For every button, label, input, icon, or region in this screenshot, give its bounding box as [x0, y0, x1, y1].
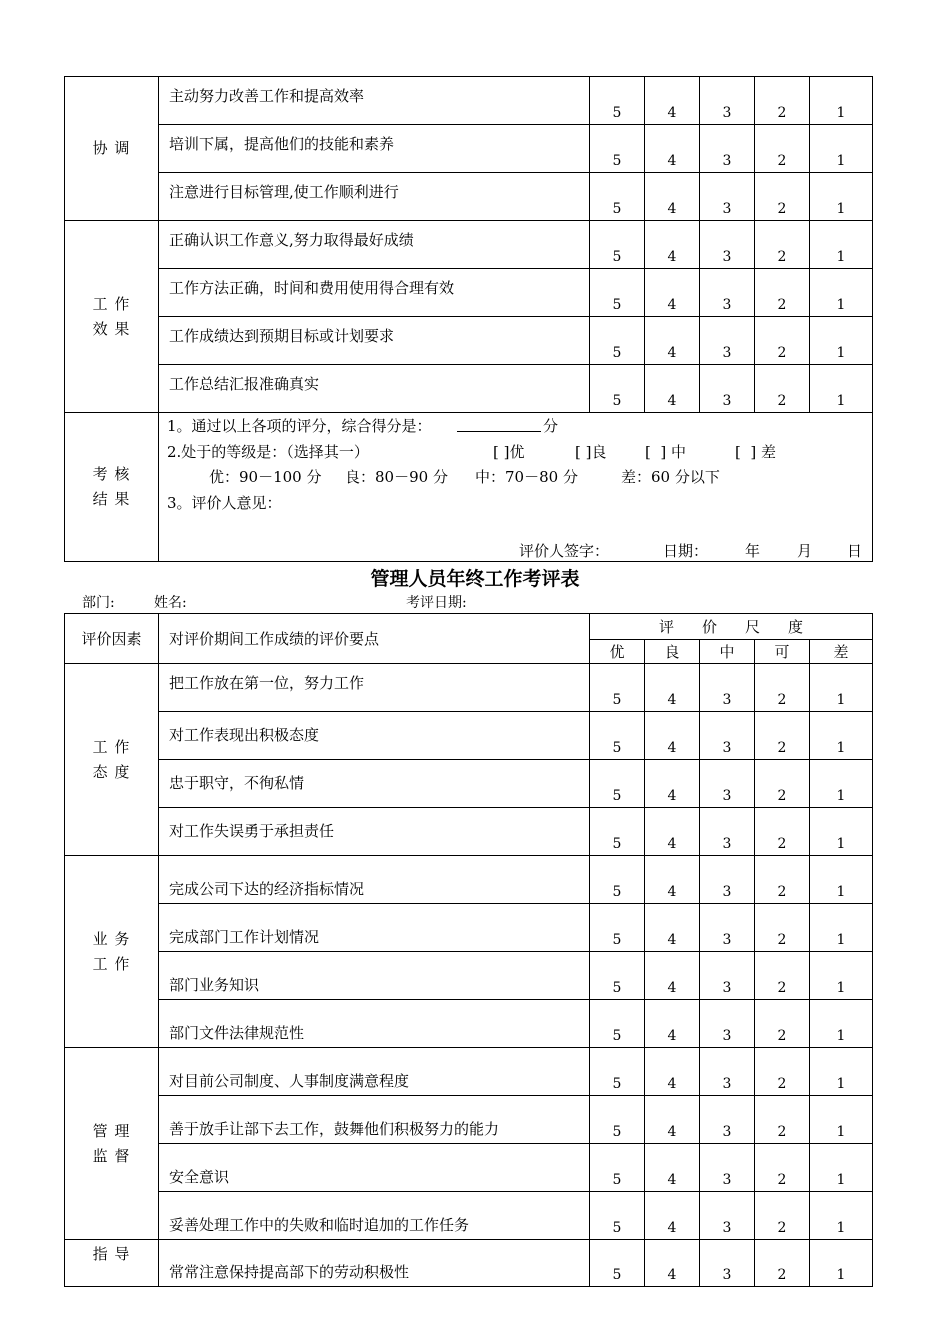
- evaluation-point: 对工作失误勇于承担责任: [159, 808, 590, 856]
- score-value: 5: [590, 952, 645, 1000]
- score-value: 5: [590, 808, 645, 856]
- score-value: 1: [810, 269, 873, 317]
- score-value: 2: [755, 269, 810, 317]
- score-value: 1: [810, 1096, 873, 1144]
- table-row: [65, 952, 873, 1000]
- scale-level: 可: [755, 640, 810, 664]
- score-value: 1: [810, 1000, 873, 1048]
- evaluation-point: 部门文件法律规范性: [159, 1000, 590, 1048]
- month-label: 月: [797, 542, 813, 560]
- evaluation-point: 对目前公司制度、人事制度满意程度: [159, 1048, 590, 1096]
- evaluation-point: 忠于职守，不徇私情: [159, 760, 590, 808]
- evaluation-point: 工作总结汇报准确真实: [159, 365, 590, 413]
- grade-poor-range: 差：60 分以下: [621, 468, 720, 486]
- score-value: 1: [810, 317, 873, 365]
- date-label: 日期：: [663, 542, 709, 560]
- factor-label: 结 果: [92, 490, 131, 508]
- factor-label: 态 度: [92, 762, 131, 781]
- factor-label: 工 作: [92, 294, 131, 313]
- score-value: 1: [810, 1240, 873, 1287]
- score-value: 1: [810, 712, 873, 760]
- bottom-factor-cell: [65, 1240, 159, 1287]
- year-label: 年: [745, 542, 761, 560]
- score-value: 3: [700, 1240, 755, 1287]
- evaluation-point: 安全意识: [159, 1144, 590, 1192]
- evaluation-point: 工作成绩达到预期目标或计划要求: [159, 317, 590, 365]
- evaluation-point: 部门业务知识: [159, 952, 590, 1000]
- bottom-factor-cell: [65, 1048, 159, 1240]
- score-value: 1: [810, 365, 873, 413]
- score-value: 1: [810, 904, 873, 952]
- score-value: 4: [645, 125, 700, 173]
- table-row: [65, 173, 873, 221]
- bottom-factor-cell: [65, 856, 159, 1048]
- score-value: 2: [755, 365, 810, 413]
- score-value: 3: [700, 1144, 755, 1192]
- bottom-factor-cell: [65, 664, 159, 856]
- score-value: 1: [810, 856, 873, 904]
- score-value: 2: [755, 77, 810, 125]
- score-value: 5: [590, 1048, 645, 1096]
- score-value: 2: [755, 808, 810, 856]
- score-value: 2: [755, 712, 810, 760]
- grade-excellent-range: 优：90－100 分: [209, 468, 322, 486]
- result-row: [65, 413, 873, 562]
- table-row: [65, 1096, 873, 1144]
- score-value: 4: [645, 760, 700, 808]
- factor-label: 业 务: [92, 929, 131, 948]
- score-value: 5: [590, 317, 645, 365]
- scale-level: 优: [590, 640, 645, 664]
- score-value: 3: [700, 664, 755, 712]
- score-value: 4: [645, 664, 700, 712]
- score-value: 5: [590, 760, 645, 808]
- score-value: 3: [700, 856, 755, 904]
- score-value: 2: [755, 760, 810, 808]
- factor-label: 管 理: [92, 1121, 131, 1140]
- evaluation-point: 培训下属，提高他们的技能和素养: [159, 125, 590, 173]
- score-value: 2: [755, 856, 810, 904]
- score-unit: 分: [543, 417, 559, 435]
- score-value: 2: [755, 221, 810, 269]
- score-value: 4: [645, 952, 700, 1000]
- table-row: [65, 269, 873, 317]
- result-content: [159, 413, 873, 562]
- score-value: 5: [590, 712, 645, 760]
- total-score-blank[interactable]: [457, 417, 541, 432]
- factor-label: 考 核: [92, 465, 131, 483]
- table-row: [65, 1240, 873, 1287]
- score-value: 3: [700, 125, 755, 173]
- score-value: 4: [645, 1192, 700, 1240]
- score-value: 2: [755, 1192, 810, 1240]
- score-value: 2: [755, 1096, 810, 1144]
- score-value: 5: [590, 1192, 645, 1240]
- table-row: [65, 712, 873, 760]
- table-row: [65, 808, 873, 856]
- score-value: 2: [755, 1240, 810, 1287]
- score-value: 1: [810, 1048, 873, 1096]
- table-row: [65, 1144, 873, 1192]
- evaluation-point: 完成部门工作计划情况: [159, 904, 590, 952]
- score-value: 1: [810, 1144, 873, 1192]
- score-value: 2: [755, 173, 810, 221]
- table-row: [65, 904, 873, 952]
- table-row: [65, 1000, 873, 1048]
- name-label: 姓名:: [154, 595, 187, 611]
- result-factor-cell: [65, 413, 159, 562]
- score-value: 4: [645, 808, 700, 856]
- score-value: 3: [700, 1192, 755, 1240]
- score-value: 1: [810, 221, 873, 269]
- evaluation-point: 注意进行目标管理,使工作顺利进行: [159, 173, 590, 221]
- score-value: 1: [810, 952, 873, 1000]
- score-value: 4: [645, 1000, 700, 1048]
- review-date-label: 考评日期:: [406, 595, 467, 611]
- score-value: 5: [590, 77, 645, 125]
- score-value: 5: [590, 904, 645, 952]
- form-title: 管理人员年终工作考评表: [370, 568, 580, 590]
- option-good: [ ]良: [575, 443, 607, 461]
- score-value: 2: [755, 125, 810, 173]
- score-value: 3: [700, 77, 755, 125]
- score-value: 5: [590, 1000, 645, 1048]
- score-value: 2: [755, 1144, 810, 1192]
- score-value: 1: [810, 664, 873, 712]
- score-value: 3: [700, 173, 755, 221]
- evaluation-point: 主动努力改善工作和提高效率: [159, 77, 590, 125]
- header-scale: 评价尺度: [590, 614, 873, 640]
- top-factor-cell: [65, 221, 159, 413]
- scale-level: 良: [645, 640, 700, 664]
- table-row: [65, 221, 873, 269]
- score-value: 5: [590, 1096, 645, 1144]
- scale-level: 差: [810, 640, 873, 664]
- top-factor-cell: [65, 77, 159, 221]
- score-value: 5: [590, 125, 645, 173]
- factor-label: 工 作: [92, 737, 131, 756]
- evaluation-point: 妥善处理工作中的失败和临时追加的工作任务: [159, 1192, 590, 1240]
- score-value: 4: [645, 365, 700, 413]
- score-value: 1: [810, 1192, 873, 1240]
- factor-label: 协 调: [92, 139, 131, 157]
- score-value: 4: [645, 1144, 700, 1192]
- table-row: [65, 856, 873, 904]
- score-value: 2: [755, 1048, 810, 1096]
- score-value: 1: [810, 760, 873, 808]
- option-excellent: [ ]优: [493, 443, 525, 461]
- header-points: 对评价期间工作成绩的评价要点: [159, 614, 590, 664]
- department-label: 部门:: [82, 595, 115, 611]
- table-row: [65, 125, 873, 173]
- score-value: 1: [810, 173, 873, 221]
- reviewer-opinion-label: 3。评价人意见：: [167, 494, 282, 512]
- score-value: 3: [700, 808, 755, 856]
- table-row: [65, 1192, 873, 1240]
- evaluation-point: 常常注意保持提高部下的劳动积极性: [159, 1240, 590, 1287]
- score-value: 5: [590, 1144, 645, 1192]
- score-value: 4: [645, 77, 700, 125]
- score-value: 5: [590, 856, 645, 904]
- score-value: 3: [700, 1048, 755, 1096]
- score-value: 4: [645, 904, 700, 952]
- score-value: 5: [590, 365, 645, 413]
- score-value: 5: [590, 221, 645, 269]
- factor-label: 监 督: [92, 1146, 131, 1165]
- score-value: 1: [810, 808, 873, 856]
- score-value: 4: [645, 1048, 700, 1096]
- score-value: 3: [700, 1096, 755, 1144]
- table-row: [65, 365, 873, 413]
- evaluation-point: 完成公司下达的经济指标情况: [159, 856, 590, 904]
- score-value: 3: [700, 317, 755, 365]
- factor-label: 效 果: [92, 319, 131, 338]
- evaluation-point: 善于放手让部下去工作，鼓舞他们积极努力的能力: [159, 1096, 590, 1144]
- score-value: 4: [645, 1096, 700, 1144]
- score-value: 2: [755, 664, 810, 712]
- top-evaluation-table: [64, 76, 873, 562]
- year-end-evaluation-table: [64, 613, 873, 1287]
- score-value: 4: [645, 221, 700, 269]
- score-value: 3: [700, 1000, 755, 1048]
- grade-good-range: 良：80－90 分: [345, 468, 448, 486]
- table-row: [65, 760, 873, 808]
- score-value: 2: [755, 1000, 810, 1048]
- score-value: 4: [645, 173, 700, 221]
- score-value: 1: [810, 77, 873, 125]
- factor-label: 指 导: [92, 1245, 131, 1263]
- option-poor: [ ] 差: [735, 443, 777, 461]
- grade-prompt: 2.处于的等级是：（选择其一）: [167, 443, 369, 461]
- score-value: 5: [590, 269, 645, 317]
- grade-medium-range: 中：70－80 分: [475, 468, 578, 486]
- score-value: 3: [700, 760, 755, 808]
- factor-label: 工 作: [92, 954, 131, 973]
- score-value: 3: [700, 712, 755, 760]
- score-value: 1: [810, 125, 873, 173]
- day-label: 日: [847, 542, 863, 560]
- table-row: [65, 77, 873, 125]
- scale-level: 中: [700, 640, 755, 664]
- score-value: 4: [645, 856, 700, 904]
- score-value: 5: [590, 1240, 645, 1287]
- evaluation-point: 工作方法正确，时间和费用使用得合理有效: [159, 269, 590, 317]
- score-value: 3: [700, 952, 755, 1000]
- score-value: 2: [755, 952, 810, 1000]
- table-row: [65, 317, 873, 365]
- evaluation-point: 把工作放在第一位，努力工作: [159, 664, 590, 712]
- option-medium: [ ] 中: [645, 443, 687, 461]
- score-value: 2: [755, 317, 810, 365]
- score-value: 2: [755, 904, 810, 952]
- score-value: 5: [590, 173, 645, 221]
- header-factor: 评价因素: [65, 614, 159, 664]
- score-value: 4: [645, 269, 700, 317]
- score-value: 3: [700, 221, 755, 269]
- score-value: 3: [700, 365, 755, 413]
- table-row: [65, 1048, 873, 1096]
- score-value: 4: [645, 317, 700, 365]
- score-value: 3: [700, 904, 755, 952]
- score-value: 5: [590, 664, 645, 712]
- table-row: [65, 664, 873, 712]
- total-score-prompt: 1。通过以上各项的评分，综合得分是：: [167, 417, 432, 435]
- score-value: 3: [700, 269, 755, 317]
- evaluation-point: 正确认识工作意义,努力取得最好成绩: [159, 221, 590, 269]
- evaluation-point: 对工作表现出积极态度: [159, 712, 590, 760]
- score-value: 4: [645, 1240, 700, 1287]
- reviewer-signature-label: 评价人签字：: [519, 542, 610, 560]
- score-value: 4: [645, 712, 700, 760]
